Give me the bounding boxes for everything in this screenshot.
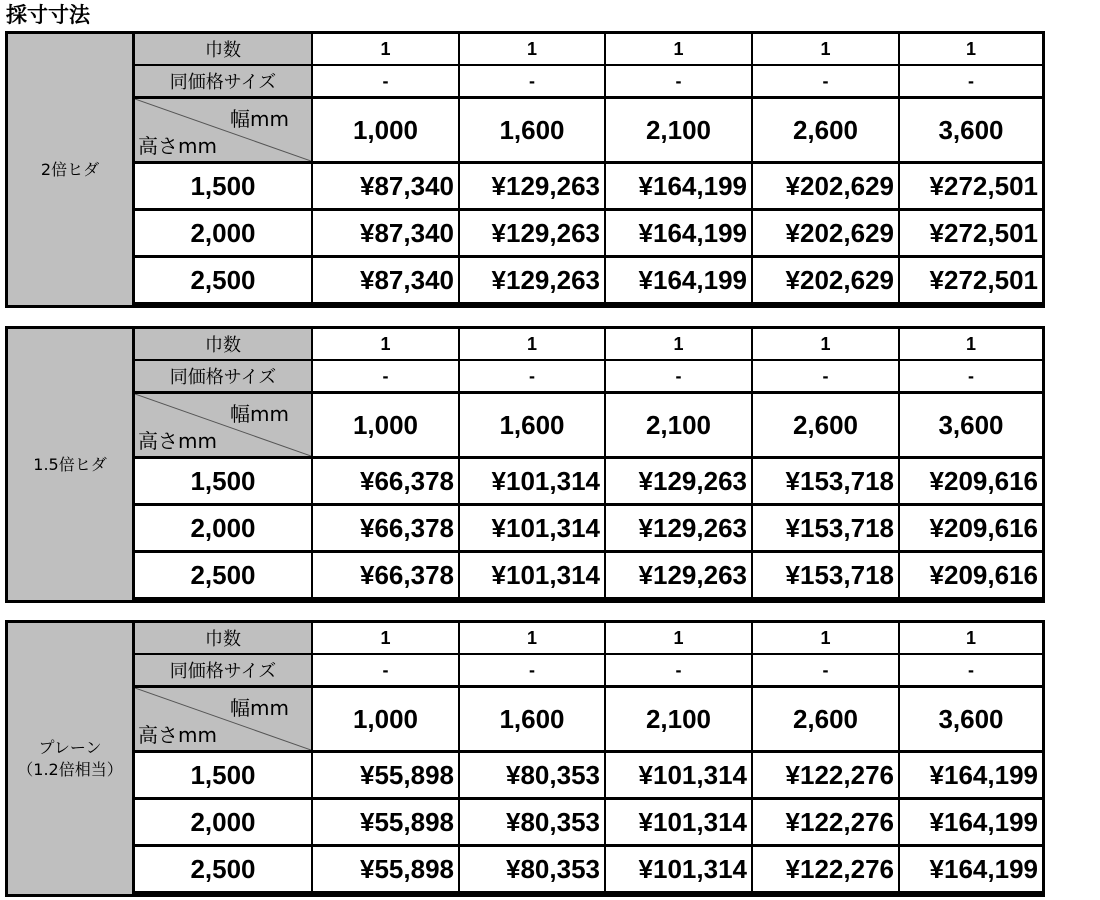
price-cell: ¥87,340 [313, 211, 458, 255]
price-cell: ¥101,314 [460, 459, 604, 503]
price-table [5, 620, 1045, 897]
count-cell: 1 [900, 34, 1042, 64]
count-cell: 1 [460, 329, 604, 359]
height-value: 1,500 [135, 164, 311, 208]
width-value: 1,000 [313, 394, 458, 456]
price-cell: ¥202,629 [753, 211, 898, 255]
same-price-cell: - [606, 66, 751, 96]
height-mm-label: 高さmm [138, 723, 217, 747]
price-cell: ¥122,276 [753, 847, 898, 891]
pleat-type-label [8, 623, 132, 894]
price-cell: ¥272,501 [900, 164, 1042, 208]
width-mm-label: 幅mm [230, 696, 289, 720]
width-height-corner [135, 394, 311, 456]
price-cell: ¥209,616 [900, 506, 1042, 550]
width-height-corner [135, 688, 311, 750]
count-cell: 1 [606, 329, 751, 359]
price-table [5, 326, 1045, 603]
width-value: 2,600 [753, 394, 898, 456]
price-table [5, 31, 1045, 308]
count-cell: 1 [606, 34, 751, 64]
pleat-type-text: 2倍ヒダ [40, 159, 100, 179]
price-cell: ¥129,263 [606, 553, 751, 597]
price-cell: ¥129,263 [606, 506, 751, 550]
price-cell: ¥164,199 [606, 258, 751, 302]
price-cell: ¥66,378 [313, 553, 458, 597]
price-cell: ¥129,263 [460, 258, 604, 302]
same-price-cell: - [753, 361, 898, 391]
height-value: 2,500 [135, 258, 311, 302]
same-price-cell: - [753, 66, 898, 96]
width-value: 3,600 [900, 99, 1042, 161]
price-cell: ¥272,501 [900, 211, 1042, 255]
price-cell: ¥101,314 [460, 553, 604, 597]
height-value: 2,500 [135, 847, 311, 891]
width-value: 2,100 [606, 99, 751, 161]
count-cell: 1 [460, 34, 604, 64]
price-cell: ¥87,340 [313, 258, 458, 302]
price-cell: ¥164,199 [606, 211, 751, 255]
page-title: 採寸寸法 [6, 3, 90, 27]
same-price-cell: - [900, 655, 1042, 685]
count-cell: 1 [313, 623, 458, 653]
same-price-cell: - [313, 66, 458, 96]
price-cell: ¥55,898 [313, 847, 458, 891]
price-cell: ¥164,199 [900, 800, 1042, 844]
price-cell: ¥66,378 [313, 459, 458, 503]
height-mm-label: 高さmm [138, 429, 217, 453]
price-cell: ¥122,276 [753, 753, 898, 797]
price-cell: ¥164,199 [900, 753, 1042, 797]
same-price-cell: - [606, 655, 751, 685]
count-header: 巾数 [135, 329, 311, 359]
count-cell: 1 [313, 34, 458, 64]
height-mm-label: 高さmm [138, 134, 217, 158]
height-value: 1,500 [135, 753, 311, 797]
same-price-header: 同価格サイズ [135, 66, 311, 96]
height-value: 2,000 [135, 211, 311, 255]
height-value: 2,000 [135, 506, 311, 550]
width-value: 2,600 [753, 99, 898, 161]
price-cell: ¥129,263 [460, 164, 604, 208]
count-cell: 1 [460, 623, 604, 653]
price-cell: ¥153,718 [753, 506, 898, 550]
price-cell: ¥55,898 [313, 800, 458, 844]
price-cell: ¥153,718 [753, 553, 898, 597]
price-cell: ¥87,340 [313, 164, 458, 208]
same-price-cell: - [753, 655, 898, 685]
count-cell: 1 [313, 329, 458, 359]
price-cell: ¥129,263 [460, 211, 604, 255]
width-mm-label: 幅mm [230, 107, 289, 131]
height-value: 2,500 [135, 553, 311, 597]
price-cell: ¥209,616 [900, 553, 1042, 597]
count-cell: 1 [606, 623, 751, 653]
count-cell: 1 [753, 329, 898, 359]
pleat-type-text: 1.5倍ヒダ [33, 454, 107, 474]
price-cell: ¥80,353 [460, 800, 604, 844]
height-value: 1,500 [135, 459, 311, 503]
pleat-type-text: （1.2倍相当） [17, 759, 123, 779]
price-cell: ¥202,629 [753, 258, 898, 302]
count-header: 巾数 [135, 34, 311, 64]
pleat-type-label [8, 329, 132, 600]
same-price-cell: - [900, 66, 1042, 96]
pleat-type-text: プレーン [38, 737, 102, 757]
width-value: 1,600 [460, 688, 604, 750]
price-cell: ¥101,314 [606, 753, 751, 797]
width-value: 1,600 [460, 394, 604, 456]
count-cell: 1 [900, 623, 1042, 653]
count-cell: 1 [900, 329, 1042, 359]
same-price-header: 同価格サイズ [135, 655, 311, 685]
width-value: 1,600 [460, 99, 604, 161]
width-value: 1,000 [313, 99, 458, 161]
same-price-cell: - [606, 361, 751, 391]
price-cell: ¥272,501 [900, 258, 1042, 302]
price-cell: ¥80,353 [460, 753, 604, 797]
price-cell: ¥209,616 [900, 459, 1042, 503]
width-value: 2,600 [753, 688, 898, 750]
same-price-cell: - [460, 361, 604, 391]
width-value: 1,000 [313, 688, 458, 750]
price-cell: ¥153,718 [753, 459, 898, 503]
same-price-cell: - [313, 655, 458, 685]
price-cell: ¥164,199 [606, 164, 751, 208]
same-price-cell: - [900, 361, 1042, 391]
price-cell: ¥202,629 [753, 164, 898, 208]
width-value: 3,600 [900, 394, 1042, 456]
price-cell: ¥164,199 [900, 847, 1042, 891]
pleat-type-label [8, 34, 132, 305]
same-price-cell: - [460, 655, 604, 685]
width-value: 3,600 [900, 688, 1042, 750]
price-cell: ¥101,314 [606, 800, 751, 844]
width-height-corner [135, 99, 311, 161]
price-cell: ¥55,898 [313, 753, 458, 797]
price-cell: ¥129,263 [606, 459, 751, 503]
count-cell: 1 [753, 34, 898, 64]
height-value: 2,000 [135, 800, 311, 844]
count-cell: 1 [753, 623, 898, 653]
same-price-header: 同価格サイズ [135, 361, 311, 391]
width-value: 2,100 [606, 688, 751, 750]
same-price-cell: - [313, 361, 458, 391]
price-cell: ¥101,314 [606, 847, 751, 891]
price-cell: ¥122,276 [753, 800, 898, 844]
width-mm-label: 幅mm [230, 402, 289, 426]
price-cell: ¥80,353 [460, 847, 604, 891]
price-cell: ¥66,378 [313, 506, 458, 550]
same-price-cell: - [460, 66, 604, 96]
width-value: 2,100 [606, 394, 751, 456]
price-cell: ¥101,314 [460, 506, 604, 550]
count-header: 巾数 [135, 623, 311, 653]
